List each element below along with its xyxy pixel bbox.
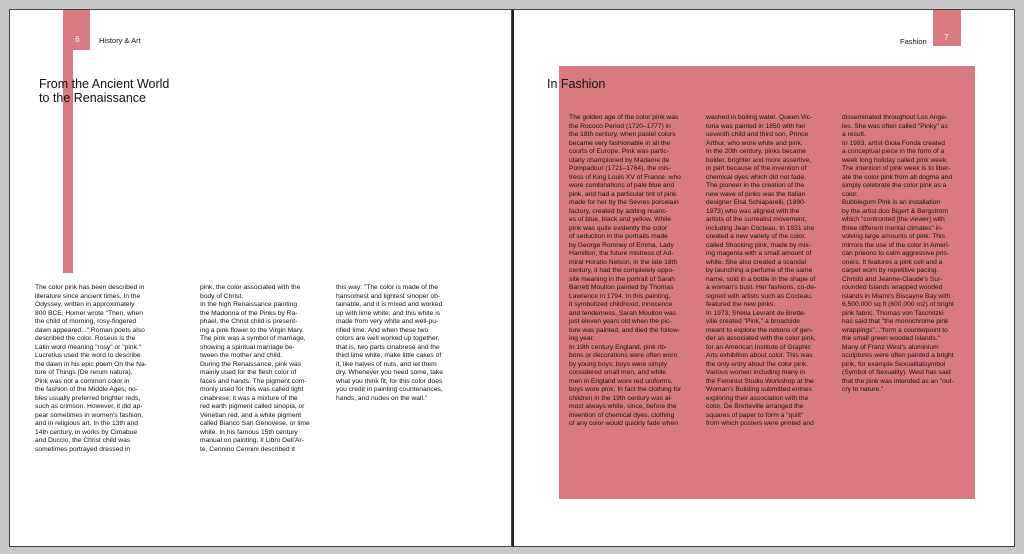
section-heading: From the Ancient World to the Renaissance: [39, 77, 170, 105]
text-column-1: The color pink has been described in literature since ancient times. In the Odyssey, written in approximately 800 BCE, Homer wrote "Then, when the child of morning, rosy-fingered dawn appeared..." Roman poets also described the color. Roseus is the Latin word meaning "rosy" or "pink." Lucretius used the word to describe the dawn in his epic poem On the Na- ture of Things (De rerum natura). Pink was not a common color in the fashion of the Middle Ages; no- bles usually preferred brighter reds, such as crimson. However, it did ap- pear sometimes in women's fashion, and in religious art. In the 13th and 14th century, in works by Cimabue and Duccio, the Christ child was sometimes portrayed dressed in: [35, 284, 147, 453]
right-page: [512, 9, 1015, 547]
running-head: History & Art: [99, 36, 141, 45]
text-column-2: washed in boiling water. Queen Vic- toria was painted in 1850 with her seventh child and third son, Prince Arthur, who wore white and pink. In the 20th century, pinks became bolder, brighter and more assertive, in part because of the invention of chemical dyes which did not fade. The pioneer in the creation of the new wave of pinks was the Italian designer Elsa Schiaparelli, (1890- 1973) who was aligned with the artists of the surrealist movement, including Jean Cocteau. In 1931 she created a new variety of the color, called Shocking pink, made by mix- ing magenta with a small amount of white. She also created a scandal by launching a perfume of the same name, sold in a bottle in the shape of a woman's bust. Her fashions, co-de- signed with artists such as Cocteau, featured the new pinks. In 1973, Sheila Levrant de Brette- ville created "Pink," a broadside meant to explore the notions of gen- der as associated with the color pink, for an American Institute of Graphic Arts exhibition about color. This was the only entry about the color pink. Various women including many in the Feminist Studio Workshop at the Woman's Building submitted entries exploring their association with the color. De Bretteville arranged the squares of paper to form a "quilt" from which posters were printed and: [706, 114, 817, 427]
text-column-3: disseminated throughout Los Ange- les. She was often called "Pinky" as a result. In 1993, artist Gioia Fonda created a conceptual piece in the form of a week long holiday called pink week. The intention of pink week is to liber- ate the color pink from all dogma and simply celebrate the color pink as a color. Bubblegum Pink is an installation by the artist duo Bigert & Bergstrom which "contronted [the viewer] with three different mental climates" in- volving large amounts of pink. This mirrors the use of the color in Ameri- can prieons to calm aggressive pris- oners. It features a pink cell and a carpet worn by repetitive pacing. Christo and Jeanne-Claude's Sur- rounded Islands wrapped wooded islands in Miami's Biscayne Bay with 6,500,000 sq ft (600,000 m2) of bright pink fabric. Thomas von Taschitzki has said that "the monochrome pink wrappings"..."form a counterpoint to the small green wooded islands." Many of Franz West's aluminium sculptures were often painted a bright pink, for example Sexualitatsymbol (Symbol of Sexuality). West has said that the pink was intended as an "out- cry to nature.": [842, 114, 954, 393]
text-column-1: The golden age of the color pink was the Rococo Period (1720–1777) in the 18th century, when pastel colors became very fashionable in all the courts of Europe. Pink was partic- ularly championed by Madame de Pompadour (1721–1764), the mis- tress of King Louis XV of France. who wore combinations of pale blue and pink, and had a particular tint of pink made for her by the Sevres porcelain factory, created by adding nuanc- es of blue, black and yellow. While pink was quite evidently the color of seduction in the portraits made by George Romney of Emma, Lady Hamilton, the future mistress of Ad- miral Horatio Nelson, in the late 18th century, it had the completely oppo- site meaning in the portrait of Sarah Barrett Moulton painted by Thomas Lawrence in 1794. In this painting, it symbolized childhood, innocence and tenderness. Sarah Moulton was just eleven years old when the pic- ture was painted, and died the follow- ing year. In 19th century England, pink rib- bons or decorations were often worn by young boys; boys were simply considered small men, and while men in England wore red uniforms, boys wore pink. In fact the clothing for children in the 19th century was al- most always white, since, before the invention of chemical dyes, clothing of any color would quickly fade when: [569, 114, 682, 427]
left-page: [9, 9, 512, 547]
text-column-2: pink, the color associated with the body of Christ. In the high Renaissance painting the Madonna of the Pinks by Ra- phael, the Christ child is present- ing a pink flower to the Virgin Mary. The pink was a symbol of marriage, showing a spiritual marriage be- tween the mother and child. During the Renaissance, pink was mainly used for the flesh color of faces and hands. The pigment com- monly used for this was called light cinabrese; it was a mixture of the red earth pigment called sinopia, or Venetian red, and a white pigment called Bianco San Genovese, or lime white. In his famous 15th century manual on painting, Il Libro Dell'Ar- te, Cennino Cennini described it: [200, 284, 310, 453]
page-number-tab: [63, 10, 90, 50]
running-head: Fashion: [900, 37, 927, 46]
text-column-3: this way: "The color is made of the hansomest and lightest sinoper ob- tainable, and it is mixed and worked up with lime white; and this white is made from very white and well-pu- rified lime. And when these two colors are well worked up together, that is, two parts cinabrese and the third lime white, make little cakes of it, like halves of nuts, and let them dry. Whenever you need some, take what you think fit; for this color does you credit in painting countenances, hands, and nudes on the wall.": [336, 284, 443, 402]
page-number: 7: [944, 32, 949, 42]
page-number: 6: [75, 34, 80, 44]
page-number-tab: [933, 10, 961, 46]
section-heading: In Fashion: [547, 77, 606, 91]
